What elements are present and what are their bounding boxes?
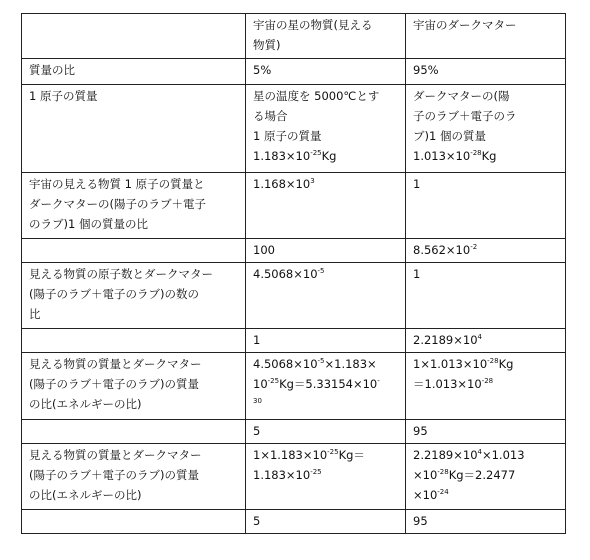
row-label: 1 原子の質量 — [22, 85, 246, 173]
table-row — [22, 173, 566, 239]
row-label — [22, 239, 246, 263]
cell-dark-matter: ダークマターの(陽 子のラブ＋電子のラ ブ)1 個の質量 $1.013\times 10^{-28}Kg$ — [406, 85, 566, 173]
cell-visible-matter: 5 — [246, 420, 406, 444]
row-label: 質量の比 — [22, 59, 246, 85]
header-cell-label — [22, 14, 246, 59]
cell-visible-matter: $4.5068\times 10^{-5}\times 1.183\times$ $10^{-25}Kg=5.33154\times 10^-$ $^{30}$ — [246, 353, 406, 420]
cell-visible-matter: $1\times 1.183\times 10^{-25}Kg=$ $1.183\times 10^{-25}$ — [246, 444, 406, 510]
cell-visible-matter: $4.5068\times 10^{-5}$ — [246, 263, 406, 329]
table-row — [22, 329, 566, 353]
cell-dark-matter: 1 — [406, 173, 566, 239]
row-label: 見える物質の原子数とダークマター (陽子のラブ＋電子のラブ)の数の 比 — [22, 263, 246, 329]
header-cell-dark-matter: 宇宙のダークマター — [406, 14, 566, 59]
table-row — [22, 85, 566, 173]
cell-visible-matter: 1 — [246, 329, 406, 353]
row-label: 宇宙の見える物質 1 原子の質量と ダークマターの(陽子のラブ＋電子 のラブ)1 個の質量の比 — [22, 173, 246, 239]
cell-visible-matter: 5% — [246, 59, 406, 85]
cell-visible-matter: 5 — [246, 510, 406, 534]
data-table — [21, 13, 566, 534]
table-row — [22, 239, 566, 263]
row-label — [22, 510, 246, 534]
cell-dark-matter: 95 — [406, 420, 566, 444]
table-row — [22, 420, 566, 444]
table-row — [22, 444, 566, 510]
cell-dark-matter: 95 — [406, 510, 566, 534]
cell-dark-matter: $2.2189\times 10^4$ — [406, 329, 566, 353]
table-header-row — [22, 14, 566, 59]
header-cell-visible-matter: 宇宙の星の物質(見える 物質) — [246, 14, 406, 59]
cell-visible-matter: 星の温度を 5000℃とす る場合 1 原子の質量 $1.183\times 10^{-25}Kg$ — [246, 85, 406, 173]
cell-dark-matter: 1 — [406, 263, 566, 329]
cell-visible-matter: 100 — [246, 239, 406, 263]
row-label — [22, 329, 246, 353]
table-row — [22, 510, 566, 534]
row-label — [22, 420, 246, 444]
cell-visible-matter: $1.168\times 10^3$ — [246, 173, 406, 239]
cell-dark-matter: 95% — [406, 59, 566, 85]
row-label: 見える物質の質量とダークマター (陽子のラブ＋電子のラブ)の質量 の比(エネルギーの比) — [22, 444, 246, 510]
table-row — [22, 263, 566, 329]
row-label: 見える物質の質量とダークマター (陽子のラブ＋電子のラブ)の質量 の比(エネルギーの比) — [22, 353, 246, 420]
cell-dark-matter: $1\times 1.013\times 10^{-28}Kg$ $=1.013\times 10^{-28}$ — [406, 353, 566, 420]
table-row — [22, 59, 566, 85]
cell-dark-matter: $8.562\times 10^{-2}$ — [406, 239, 566, 263]
cell-dark-matter: $2.2189\times 10^4\times 1.013$ $\times 10^{-28}Kg=2.2477$ $\times 10^{-24}$ — [406, 444, 566, 510]
table-row — [22, 353, 566, 420]
